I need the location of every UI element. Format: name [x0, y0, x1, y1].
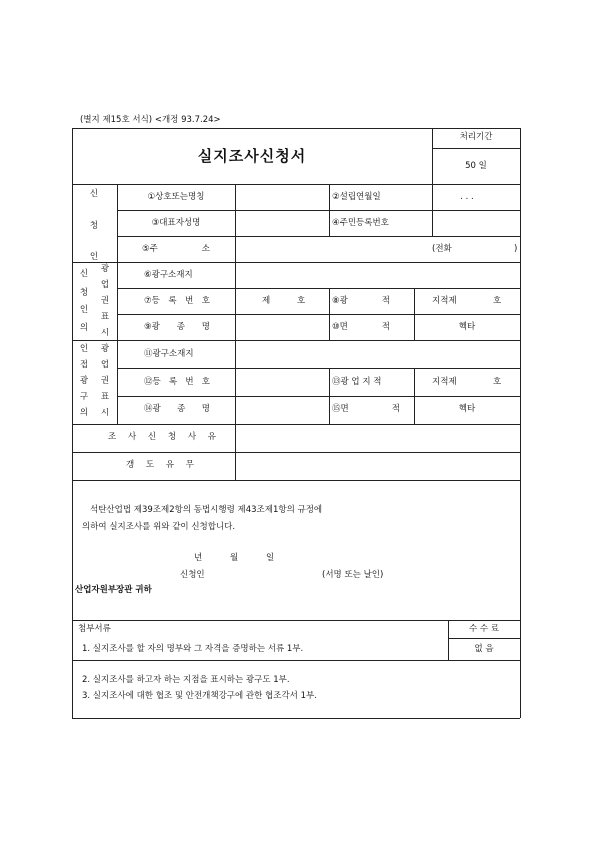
adj-side-right-5: 시 — [100, 408, 110, 418]
fee-label: 수 수 료 — [468, 624, 500, 634]
adj-mine-area-label: ⑬광 업 지 적 — [332, 377, 382, 387]
hectare-label: 헥타 — [458, 322, 476, 332]
adj-area-label: ⑮면 적 — [332, 404, 400, 414]
address-label: ⑤주 소 — [142, 244, 210, 254]
mine-side-left-3: 인 — [79, 305, 89, 315]
adj-hectare-label: 헥타 — [458, 404, 476, 414]
mineral-label: ⑨광 종 명 — [144, 322, 210, 332]
trade-name-label: ①상호또는명칭 — [147, 192, 205, 202]
adj-side-right-3: 권 — [100, 376, 110, 386]
area-label: ⑩면 적 — [332, 322, 390, 332]
attachments-label: 첨부서류 — [78, 624, 111, 634]
adj-jijeok-label: 지적제 — [432, 377, 457, 387]
mine-side-left-1: 신 — [79, 269, 89, 279]
processing-label: 처리기간 — [459, 132, 493, 142]
reason-label: 조 사 신 청 사 유 — [108, 432, 216, 442]
adj-jijeok-ho: 호 — [493, 377, 502, 387]
phone-close: ) — [514, 244, 518, 254]
sign-note: (서명 또는 날인) — [322, 570, 384, 580]
adj-reg-no-label: ⑫등 록 번 호 — [144, 377, 210, 387]
representative-label: ③대표자성명 — [151, 218, 201, 228]
attachment-item-3: 3. 실지조사에 대한 협조 및 안전개책강구에 관한 협조각서 1부. — [82, 691, 317, 701]
adj-side-left-1: 인 — [79, 344, 89, 354]
resident-no-label: ④주민등록번호 — [332, 218, 389, 228]
attachment-item-2: 2. 실지조사를 하고자 하는 지점을 표시하는 광구도 1부. — [82, 675, 290, 685]
adj-side-left-3: 광 — [79, 376, 89, 386]
date-day: 일 — [266, 553, 275, 563]
mine-location-label: ⑥광구소재지 — [144, 270, 193, 280]
mine-side-right-2: 업 — [100, 280, 110, 290]
adj-location-label: ⑪광구소재지 — [144, 349, 194, 359]
adj-mineral-label: ⑭광 종 명 — [144, 404, 210, 414]
jijeok-ho: 호 — [493, 296, 502, 306]
mine-side-left-2: 청 — [79, 288, 89, 298]
date-year: 년 — [194, 553, 203, 563]
adj-side-left-2: 접 — [79, 360, 89, 370]
fee-value: 없 음 — [474, 644, 494, 654]
established-label: ②설립연월일 — [332, 192, 381, 202]
phone-label: (전화 — [432, 244, 452, 254]
page-title: 실지조사신청서 — [197, 147, 307, 165]
adj-side-right-1: 광 — [100, 344, 110, 354]
tunnel-label: 갱 도 유 무 — [126, 460, 194, 470]
form-header: (별지 제15호 서식) <개정 93.7.24> — [80, 115, 221, 125]
adj-side-left-4: 구 — [79, 392, 89, 402]
adj-side-left-5: 의 — [79, 408, 89, 418]
adj-side-right-4: 표 — [100, 392, 110, 402]
mine-area-label: ⑧광 적 — [332, 296, 390, 306]
mine-side-right-4: 표 — [100, 312, 110, 322]
mine-side-right-1: 광 — [100, 264, 110, 274]
mine-side-left-4: 의 — [79, 323, 89, 333]
processing-value: 50 일 — [465, 161, 487, 171]
reg-value-je: 제 — [262, 296, 271, 306]
date-placeholder: . . . — [460, 192, 474, 202]
statement-line-2: 의하여 실지조사를 위와 같이 신청합니다. — [82, 522, 236, 532]
reg-value-ho: 호 — [297, 296, 306, 306]
addressee: 산업자원부장관 귀하 — [75, 585, 152, 595]
applicant-sign-label: 신청인 — [180, 570, 205, 580]
applicant-side-2: 청 — [89, 221, 99, 231]
mine-side-right-5: 시 — [100, 328, 110, 338]
applicant-side-1: 신 — [89, 189, 99, 199]
mine-reg-no-label: ⑦등 록 번 호 — [144, 296, 210, 306]
attachment-item-1: 1. 실지조사를 할 자의 명부와 그 자격을 증명하는 서류 1부. — [82, 644, 304, 654]
jijeok-label: 지적제 — [432, 296, 457, 306]
date-month: 월 — [230, 553, 239, 563]
adj-side-right-2: 업 — [100, 360, 110, 370]
statement-line-1: 석탄산업법 제39조제2항의 동법시행령 제43조제1항의 규정에 — [90, 505, 323, 515]
mine-side-right-3: 권 — [100, 296, 110, 306]
applicant-side-3: 인 — [89, 252, 99, 262]
